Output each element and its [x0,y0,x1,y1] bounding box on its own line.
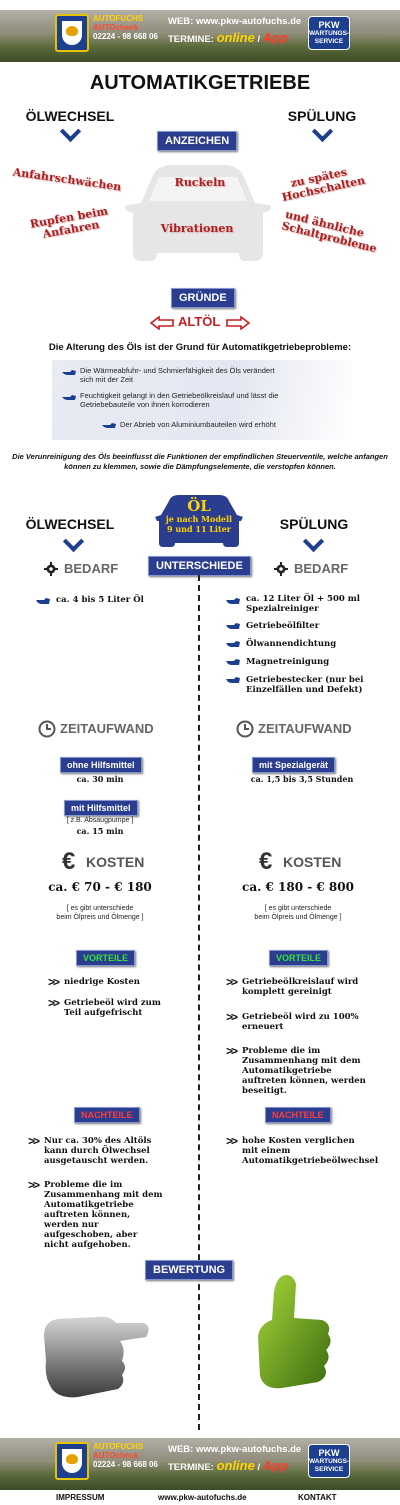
oil-line-1: je nach Modell [165,514,233,524]
termine-online: online [216,30,255,45]
chevron-down-icon [313,128,331,138]
reason-item: Die Wärmeabfuhr- und Schmierfähigkeit des Öls verändert sich mit der Zeit [80,366,275,384]
double-chevron-icon: >> [48,996,59,1010]
pointing-hand-icon [62,394,76,401]
pointing-hand-icon [62,369,76,376]
termine-separator: / [257,1462,261,1473]
reason-item: Feuchtigkeit gelangt in den Getriebeölkreislauf und lässt die Getriebebauteile von ihnen korrodieren [80,391,279,409]
chevron-down-icon [304,538,322,548]
altoel-text: ALTÖL [178,314,221,329]
clock-icon [236,720,254,738]
brand-sub: AUTOcheck [93,1451,139,1460]
vorteile-right-item: Getriebeöl wird zu 100% erneuert [242,1012,359,1032]
brand-block [93,1442,158,1469]
pointing-hand-icon [36,597,50,605]
gruende-note: Die Verunreinigung des Öls beeinflusst die Funktionen der empfindlichen Steuerventile, welche anfangen können zu klemmen, sowie die Dämpfungselemente, die verstopfen können. [12,452,388,471]
chevron-down-icon [61,128,79,138]
pkw-service-badge [308,16,350,50]
vorteile-right-item: Getriebeölkreislauf wird komplett gereinigt [242,977,359,997]
kosten-note-line-1: [ es gibt unterschiede [264,905,332,912]
kosten-left-note [20,904,180,922]
autofuchs-logo-icon [55,14,89,52]
kosten-left-price: ca. € 70 - € 180 [48,880,152,894]
pkw-line-2: WARTUNGS- [309,30,350,37]
kosten-note-line-1: [ es gibt unterschiede [66,905,134,912]
vorteile-right-item: Probleme die im Zusammenhang mit dem Automatikgetriebe auftreten können, werden beseitigt. [242,1046,366,1096]
header-banner[interactable] [0,10,400,62]
bedarf-heading-right: BEDARF [294,561,349,576]
nachteile-left-item: Probleme die im Zusammenhang mit dem Automatikgetriebe auftreten können, werden nur aufgeschoben, aber nicht aufgehoben. [44,1180,163,1250]
autofuchs-logo-icon [55,1442,89,1480]
bedarf-left-item: ca. 4 bis 5 Liter Öl [56,595,144,605]
column-divider [198,575,200,1430]
brand-phone: 02224 - 98 668 06 [93,1460,158,1469]
double-chevron-icon: >> [226,1010,237,1024]
pkw-line-1: PKW [318,1448,340,1458]
bedarf-right-item: ca. 12 Liter Öl + 500 ml Spezialreiniger [246,594,360,614]
spuelung-time: ca. 1,5 bis 3,5 Stunden [250,774,354,784]
impressum-link[interactable]: IMPRESSUM [56,1493,105,1502]
zeitaufwand-heading-left: ZEITAUFWAND [60,721,154,736]
euro-icon: € [62,848,76,875]
termine-label: TERMINE: [168,34,214,45]
brand-name: AUTOFUCHS [93,1442,144,1451]
banner-web: WEB: www.pkw-autofuchs.de [168,1444,302,1455]
reason-item: Der Abrieb von Aluminiumbauteilen wird erhöht [120,420,276,429]
mit-hilfsmittel-note: [ z.B. Absaugpumpe ] [66,817,134,824]
nachteile-badge-left: NACHTEILE [74,1107,140,1123]
termine-label: TERMINE: [168,1462,214,1473]
pointing-hand-icon [226,597,240,605]
termine-app: App [262,1458,289,1473]
header-spuelung: SPÜLUNG [287,108,357,124]
gruende-sentence: Die Alterung des Öls ist der Grund für Automatikgetriebeprobleme: [48,342,352,353]
zeitaufwand-heading-right: ZEITAUFWAND [258,721,352,736]
arrow-left-icon [150,316,174,330]
mit-spezialgeraet-badge: mit Spezialgerät [252,757,335,773]
kontakt-link[interactable]: KONTAKT [298,1493,337,1502]
symptom-schaltprobleme: und ähnliche Schaltprobleme [280,207,378,256]
header-spuelung-2: SPÜLUNG [279,516,349,532]
brand-block [93,14,158,41]
pointing-hand-icon [226,658,240,666]
symptom-vibrationen: Vibrationen [160,222,234,235]
pkw-line-3: SERVICE [314,38,344,45]
double-chevron-icon: >> [48,975,59,989]
termine-separator: / [257,34,261,45]
symptom-anfahrschwaechen: Anfahrschwächen [12,165,123,194]
brand-name: AUTOFUCHS [93,14,144,23]
gear-icon [274,562,288,576]
kosten-heading-right: KOSTEN [283,854,342,870]
symptom-rupfen-beim-anfahren: Rupfen beim Anfahren [28,204,109,241]
kosten-heading-left: KOSTEN [86,854,145,870]
bedarf-heading-left: BEDARF [64,561,119,576]
brand-sub: AUTOcheck [93,23,139,32]
pkw-line-3: SERVICE [314,1466,344,1473]
double-chevron-icon: >> [226,975,237,989]
kosten-right-price: ca. € 180 - € 800 [242,880,354,894]
symptom-zu-spaetes-hochschalten: zu spätes Hochschalten [280,165,367,205]
termine-online: online [216,1458,255,1473]
double-chevron-icon: >> [226,1044,237,1058]
pkw-line-1: PKW [318,20,340,30]
reasons-box [52,360,352,440]
thumb-sideways-icon [40,1305,152,1405]
altoel-label [150,312,250,334]
vorteile-badge-left: VORTEILE [76,950,135,966]
double-chevron-icon: >> [28,1134,39,1148]
pointing-hand-icon [226,640,240,648]
clock-icon [38,720,56,738]
bedarf-right-item: Getriebestecker (nur bei Einzelfällen und Defekt) [246,675,364,695]
oil-line-2: 9 und 11 Liter [167,524,231,534]
gruende-badge: GRÜNDE [171,288,235,308]
pointing-hand-icon [226,622,240,630]
kosten-note-line-2: beim Ölpreis und Ölmenge ] [254,914,342,921]
double-chevron-icon: >> [28,1178,39,1192]
vorteile-badge-right: VORTEILE [269,950,328,966]
oil-title: ÖL [187,497,211,515]
ohne-hilfsmittel-badge: ohne Hilfsmittel [60,757,142,773]
header-oelwechsel-2: ÖLWECHSEL [25,516,115,532]
euro-icon: € [259,848,273,875]
unterschiede-badge: UNTERSCHIEDE [148,556,251,576]
pkw-line-2: WARTUNGS- [309,1458,350,1465]
banner-termine [168,30,288,45]
bedarf-right-item: Magnetreinigung [246,657,330,667]
pointing-hand-icon [102,422,116,429]
bedarf-right-item: Ölwannendichtung [246,639,337,649]
vorteile-left-item: niedrige Kosten [64,977,140,987]
gear-icon [44,562,58,576]
kosten-right-note [218,904,378,922]
thumbs-up-icon [252,1272,334,1402]
chevron-down-icon [64,538,82,548]
bedarf-right-item: Getriebeölfilter [246,621,320,631]
footer-banner[interactable] [0,1438,400,1490]
site-link[interactable]: www.pkw-autofuchs.de [158,1493,247,1502]
arrow-right-icon [226,316,250,330]
nachteile-right-item: hohe Kosten verglichen mit einem Automatikgetriebeölwechsel [242,1136,379,1166]
oil-amount [153,498,245,534]
double-chevron-icon: >> [226,1134,237,1148]
termine-app: App [262,30,289,45]
nachteile-left-item: Nur ca. 30% des Altöls kann durch Ölwechsel ausgetauscht werden. [44,1136,152,1166]
vorteile-left-item: Getriebeöl wird zum Teil aufgefrischt [64,998,161,1018]
page-title: AUTOMATIKGETRIEBE [89,72,311,94]
brand-phone: 02224 - 98 668 06 [93,32,158,41]
header-oelwechsel: ÖLWECHSEL [25,108,115,124]
ohne-hilfsmittel-time: ca. 30 min [76,774,124,784]
pointing-hand-icon [226,676,240,684]
kosten-note-line-2: beim Ölpreis und Ölmenge ] [56,914,144,921]
mit-hilfsmittel-time: ca. 15 min [76,826,124,836]
anzeichen-badge: ANZEICHEN [157,131,237,151]
nachteile-badge-right: NACHTEILE [265,1107,331,1123]
symptom-ruckeln: Ruckeln [174,176,226,189]
banner-web: WEB: www.pkw-autofuchs.de [168,16,302,27]
mit-hilfsmittel-badge: mit Hilfsmittel [64,800,138,816]
pkw-service-badge [308,1444,350,1478]
bewertung-badge: BEWERTUNG [145,1260,233,1280]
banner-termine [168,1458,288,1473]
